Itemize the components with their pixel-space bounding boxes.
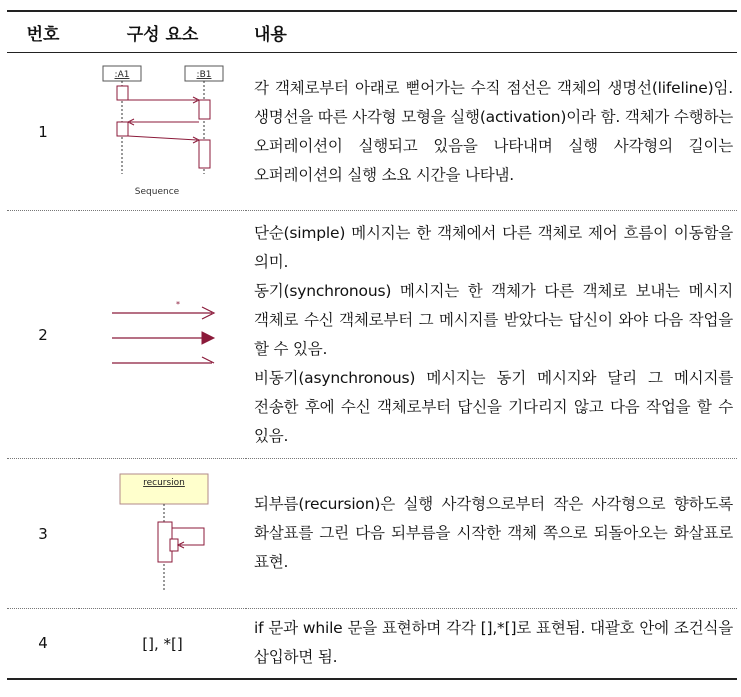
row-number: 3: [7, 459, 79, 609]
row-content: 각 객체로부터 아래로 뻗어가는 수직 점선은 객체의 생명선(lifeline)임. 생명선을 따른 사각형 모형을 실행(activation)이라 함. 객체가 수행하는 오퍼레이션이 실행되고 있음을 나타내며 실행 사각형의 길이는 오퍼레이션의 실행 소요 시간을 나타냄.: [254, 78, 738, 184]
row-number: 4: [7, 609, 79, 679]
message-types-figure-cell: [79, 211, 246, 459]
sequence-diagram: [93, 62, 233, 202]
row-content-cell: [246, 211, 737, 459]
table-row: [7, 459, 737, 609]
row-content: if 문과 while 문을 표현하며 각각 [],*[]로 표현됨. 대괄호 안에 조건식을 삽입하면 됨.: [254, 619, 738, 667]
recursion-inner-activation: [170, 539, 178, 551]
header-component: 구성 요소: [79, 11, 246, 53]
condition-notation: [], *[]: [142, 634, 183, 653]
table-row: [7, 211, 737, 459]
component-table: [7, 10, 737, 680]
table-row: [7, 609, 737, 679]
simple-marker: *: [175, 299, 180, 309]
activation-b1: [199, 100, 210, 119]
message-types-diagram: [108, 297, 218, 373]
activation-b2: [199, 140, 210, 168]
asynchronous-half-arrowhead: [202, 357, 214, 363]
table-header-row: [7, 11, 737, 53]
lifeline-b-label: :B1: [196, 69, 211, 80]
recursion-diagram: [108, 472, 218, 596]
header-content: 내용: [246, 11, 737, 53]
row-content-cell: [246, 609, 737, 679]
recursion-figure-cell: [79, 459, 246, 609]
header-number: 번호: [7, 11, 79, 53]
synchronous-arrowhead: [202, 332, 214, 344]
table-row: [7, 53, 737, 211]
row-number: 1: [7, 53, 79, 211]
recursion-label: recursion: [142, 477, 185, 488]
activation-a2: [117, 122, 128, 136]
row-content-cell: [246, 459, 737, 609]
row-number: 2: [7, 211, 79, 459]
sequence-figure-cell: [79, 53, 246, 211]
condition-cell: [79, 609, 246, 679]
row-content: 되부름(recursion)은 실행 사각형으로부터 작은 사각형으로 향하도록 화살표를 그린 다음 되부름을 시작한 객체 쪽으로 되돌아오는 화살표로 표현.: [254, 495, 738, 571]
activation-a1: [117, 86, 128, 100]
lifeline-a-label: :A1: [114, 69, 129, 80]
diagram-caption: Sequence: [134, 186, 179, 197]
row-content: 단순(simple) 메시지는 한 객체에서 다른 객체로 제어 흐름이 이동함을 의미. 동기(synchronous) 메시지는 한 객체가 다른 객체로 보내는 메시지 객체로 수신 객체로부터 그 메시지를 받았다는 답신이 와야 다음 작업을 할 수 있음. 비동기(asynchronous) 메시지는 동기 메시지와 달리 그 메시지를 전송한 후에 수신 객체로부터 답신을 기다리지 않고 다음 작업을 할 수 있음.: [254, 223, 733, 445]
row-content-cell: [246, 53, 737, 211]
message-arrow-3: [128, 136, 197, 140]
